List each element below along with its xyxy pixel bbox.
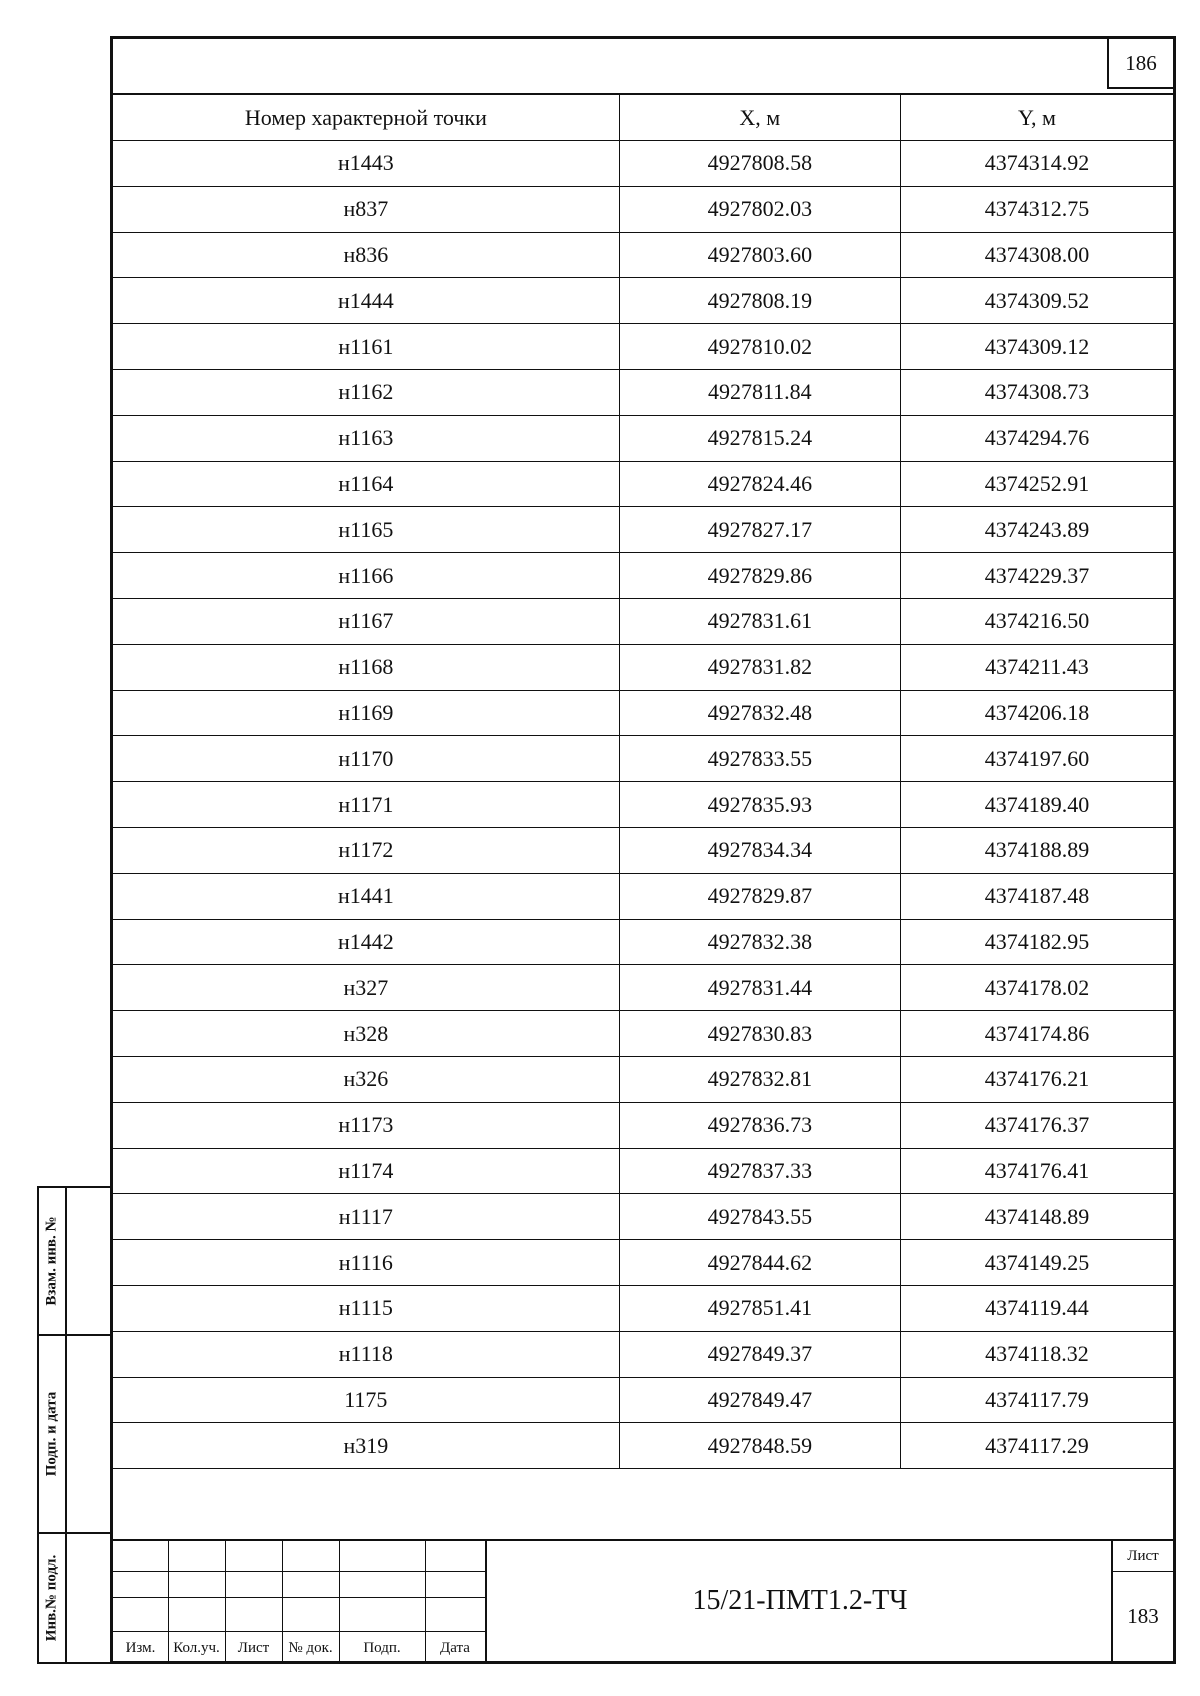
cell-y: 4374314.92 <box>900 141 1173 187</box>
cell-point-number: н1174 <box>113 1148 619 1194</box>
cell-y: 4374197.60 <box>900 736 1173 782</box>
revision-grid <box>113 1541 485 1661</box>
table-row <box>113 1423 1173 1469</box>
table-row <box>113 415 1173 461</box>
header-y: Y, м <box>900 94 1173 141</box>
cell-point-number: н1115 <box>113 1285 619 1331</box>
col-doc-number: № док. <box>288 1640 333 1656</box>
table-row <box>113 873 1173 919</box>
cell-y: 4374148.89 <box>900 1194 1173 1240</box>
cell-point-number: н1161 <box>113 324 619 370</box>
cell-point-number: н1162 <box>113 369 619 415</box>
cell-point-number: н1169 <box>113 690 619 736</box>
table-header-row <box>113 94 1173 141</box>
table-row <box>113 1011 1173 1057</box>
table-row <box>113 919 1173 965</box>
cell-y: 4374117.29 <box>900 1423 1173 1469</box>
cell-point-number: н1172 <box>113 827 619 873</box>
table-row <box>113 232 1173 278</box>
table-row <box>113 1148 1173 1194</box>
cell-y: 4374229.37 <box>900 553 1173 599</box>
cell-x: 4927832.48 <box>619 690 900 736</box>
cell-point-number: н1164 <box>113 461 619 507</box>
document-code: 15/21-ПМТ1.2-ТЧ <box>485 1541 1113 1661</box>
cell-y: 4374176.37 <box>900 1102 1173 1148</box>
table-row <box>113 827 1173 873</box>
table-row <box>113 1194 1173 1240</box>
cell-y: 4374252.91 <box>900 461 1173 507</box>
col-signature: Подп. <box>363 1640 401 1656</box>
cell-x: 4927829.86 <box>619 553 900 599</box>
header-point-number: Номер характерной точки <box>113 94 619 141</box>
cell-point-number: н1171 <box>113 782 619 828</box>
table-row <box>113 690 1173 736</box>
cell-x: 4927832.38 <box>619 919 900 965</box>
cell-y: 4374309.52 <box>900 278 1173 324</box>
cell-y: 4374174.86 <box>900 1011 1173 1057</box>
side-stamp-sign-date <box>37 1334 110 1534</box>
cell-point-number: н319 <box>113 1423 619 1469</box>
table-row <box>113 369 1173 415</box>
table-row <box>113 1377 1173 1423</box>
cell-point-number: н1163 <box>113 415 619 461</box>
cell-y: 4374206.18 <box>900 690 1173 736</box>
cell-y: 4374312.75 <box>900 186 1173 232</box>
table-row <box>113 461 1173 507</box>
cell-y: 4374117.79 <box>900 1377 1173 1423</box>
side-stamp-inventory <box>37 1532 110 1664</box>
cell-y: 4374176.41 <box>900 1148 1173 1194</box>
cell-point-number: н836 <box>113 232 619 278</box>
cell-x: 4927848.59 <box>619 1423 900 1469</box>
cell-y: 4374176.21 <box>900 1056 1173 1102</box>
cell-x: 4927829.87 <box>619 873 900 919</box>
cell-x: 4927810.02 <box>619 324 900 370</box>
cell-point-number: 1175 <box>113 1377 619 1423</box>
cell-y: 4374187.48 <box>900 873 1173 919</box>
sheet-box <box>1111 1541 1173 1661</box>
table-row <box>113 141 1173 187</box>
side-label-inventory: Инв.№ подл. <box>43 1554 60 1642</box>
cell-x: 4927827.17 <box>619 507 900 553</box>
cell-y: 4374189.40 <box>900 782 1173 828</box>
cell-x: 4927815.24 <box>619 415 900 461</box>
cell-y: 4374188.89 <box>900 827 1173 873</box>
cell-x: 4927843.55 <box>619 1194 900 1240</box>
cell-x: 4927811.84 <box>619 369 900 415</box>
side-stamp-replace <box>37 1186 110 1336</box>
cell-y: 4374216.50 <box>900 598 1173 644</box>
table-row <box>113 1285 1173 1331</box>
cell-x: 4927837.33 <box>619 1148 900 1194</box>
table-row <box>113 1102 1173 1148</box>
cell-x: 4927830.83 <box>619 1011 900 1057</box>
cell-x: 4927844.62 <box>619 1240 900 1286</box>
cell-x: 4927835.93 <box>619 782 900 828</box>
table-row <box>113 186 1173 232</box>
cell-y: 4374211.43 <box>900 644 1173 690</box>
cell-point-number: н1116 <box>113 1240 619 1286</box>
cell-point-number: н1444 <box>113 278 619 324</box>
cell-y: 4374118.32 <box>900 1331 1173 1377</box>
cell-point-number: н1443 <box>113 141 619 187</box>
table-row <box>113 782 1173 828</box>
cell-y: 4374309.12 <box>900 324 1173 370</box>
cell-x: 4927831.61 <box>619 598 900 644</box>
cell-point-number: н1441 <box>113 873 619 919</box>
table-row <box>113 1331 1173 1377</box>
cell-x: 4927831.44 <box>619 965 900 1011</box>
cell-point-number: н1118 <box>113 1331 619 1377</box>
table-row <box>113 324 1173 370</box>
col-sheet: Лист <box>237 1640 270 1656</box>
cell-y: 4374294.76 <box>900 415 1173 461</box>
table-row <box>113 598 1173 644</box>
cell-point-number: н326 <box>113 1056 619 1102</box>
sheet-label: Лист <box>1113 1541 1173 1572</box>
table-row <box>113 507 1173 553</box>
cell-y: 4374178.02 <box>900 965 1173 1011</box>
drawing-frame <box>110 36 1176 1664</box>
col-change: Изм. <box>125 1640 156 1656</box>
cell-x: 4927833.55 <box>619 736 900 782</box>
table-row <box>113 1056 1173 1102</box>
cell-x: 4927836.73 <box>619 1102 900 1148</box>
table-row <box>113 736 1173 782</box>
side-label-sign-date: Подп. и дата <box>43 1391 60 1477</box>
cell-y: 4374182.95 <box>900 919 1173 965</box>
cell-y: 4374308.00 <box>900 232 1173 278</box>
cell-point-number: н1166 <box>113 553 619 599</box>
table-row <box>113 644 1173 690</box>
cell-point-number: н1173 <box>113 1102 619 1148</box>
cell-point-number: н1167 <box>113 598 619 644</box>
sheet-number: 183 <box>1127 1603 1159 1628</box>
top-page-number: 186 <box>1107 39 1173 89</box>
cell-point-number: н327 <box>113 965 619 1011</box>
table-row <box>113 965 1173 1011</box>
cell-x: 4927831.82 <box>619 644 900 690</box>
cell-y: 4374243.89 <box>900 507 1173 553</box>
cell-y: 4374119.44 <box>900 1285 1173 1331</box>
col-quantity: Кол.уч. <box>173 1640 220 1656</box>
cell-point-number: н1117 <box>113 1194 619 1240</box>
header-x: X, м <box>619 94 900 141</box>
cell-y: 4374149.25 <box>900 1240 1173 1286</box>
cell-point-number: н1165 <box>113 507 619 553</box>
col-date: Дата <box>440 1640 470 1656</box>
cell-x: 4927808.58 <box>619 141 900 187</box>
table-row <box>113 278 1173 324</box>
cell-point-number: н328 <box>113 1011 619 1057</box>
cell-x: 4927808.19 <box>619 278 900 324</box>
cell-x: 4927802.03 <box>619 186 900 232</box>
cell-point-number: н837 <box>113 186 619 232</box>
cell-point-number: н1442 <box>113 919 619 965</box>
table-row <box>113 1240 1173 1286</box>
cell-x: 4927851.41 <box>619 1285 900 1331</box>
side-label-replace: Взам. инв. № <box>43 1216 60 1306</box>
cell-point-number: н1170 <box>113 736 619 782</box>
table-row <box>113 553 1173 599</box>
cell-x: 4927834.34 <box>619 827 900 873</box>
cell-y: 4374308.73 <box>900 369 1173 415</box>
cell-x: 4927832.81 <box>619 1056 900 1102</box>
cell-point-number: н1168 <box>113 644 619 690</box>
title-block <box>113 1539 1173 1661</box>
cell-x: 4927803.60 <box>619 232 900 278</box>
cell-x: 4927849.47 <box>619 1377 900 1423</box>
cell-x: 4927824.46 <box>619 461 900 507</box>
cell-x: 4927849.37 <box>619 1331 900 1377</box>
coordinates-table <box>113 93 1173 1469</box>
